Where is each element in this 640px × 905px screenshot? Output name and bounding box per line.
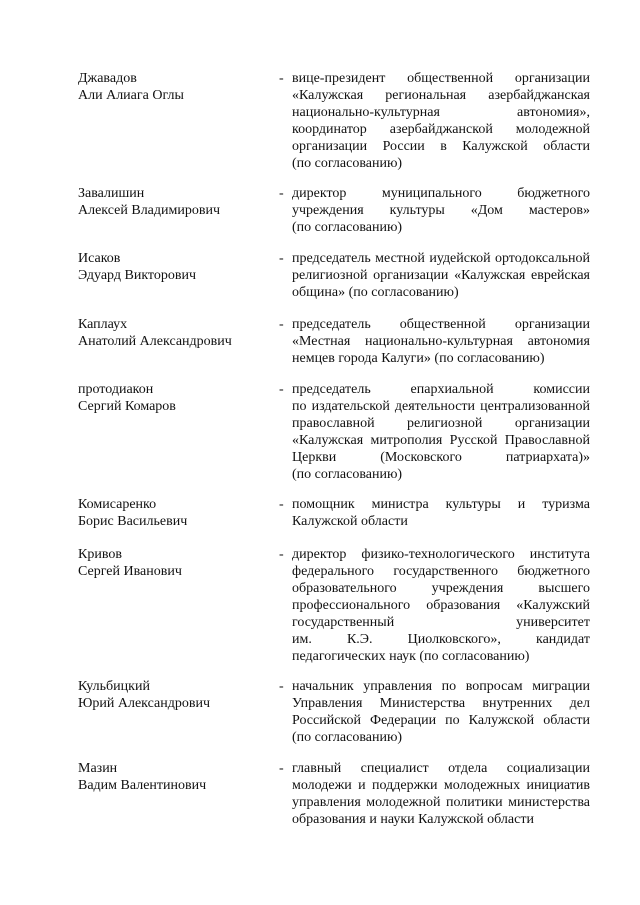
member-role — [292, 496, 590, 530]
role-line: федерального государственного бюджетного — [292, 564, 590, 579]
role-line: образовательного учреждения высшего — [292, 581, 590, 596]
role-line: помощник министра культуры и туризма — [292, 497, 590, 512]
member-role — [292, 381, 590, 483]
role-line: Российской Федерации по Калужской области — [292, 713, 590, 728]
member-surname: Мазин — [78, 761, 118, 776]
member-given-names: Алексей Владимирович — [78, 203, 221, 218]
member-name — [78, 760, 268, 794]
entry-dash: - — [279, 382, 284, 397]
member-given-names: Борис Васильевич — [78, 514, 188, 529]
member-given-names: Юрий Александрович — [78, 696, 210, 711]
role-line: Управления Министерства внутренних дел — [292, 696, 590, 711]
member-role — [292, 185, 590, 236]
role-line: молодежи и поддержки молодежных инициатив — [292, 778, 590, 793]
role-line: (по согласованию) — [292, 220, 403, 235]
role-line: организации России в Калужской области — [292, 139, 590, 154]
role-line: директор физико-технологического института — [292, 547, 590, 562]
role-line: (по согласованию) — [292, 467, 403, 482]
entry-dash: - — [279, 186, 284, 201]
role-line: педагогических наук (по согласованию) — [292, 649, 530, 664]
role-line: «Калужская региональная азербайджанская — [292, 88, 590, 103]
member-role — [292, 678, 590, 746]
member-given-names: Вадим Валентинович — [78, 778, 207, 793]
member-surname: Джавадов — [78, 71, 137, 86]
member-name — [78, 250, 268, 284]
member-name — [78, 316, 268, 350]
entry-dash: - — [279, 547, 284, 562]
member-given-names: Эдуард Викторович — [78, 268, 197, 283]
entry-dash: - — [279, 679, 284, 694]
role-line: управления молодежной политики министерства — [292, 795, 590, 810]
member-name — [78, 546, 268, 580]
member-role — [292, 70, 590, 172]
role-line: главный специалист отдела социализации — [292, 761, 590, 776]
role-line: учреждения культуры «Дом мастеров» — [292, 203, 590, 218]
role-line: «Местная национально-культурная автономия — [292, 334, 590, 349]
member-given-names: Сергий Комаров — [78, 399, 176, 414]
role-line: председатель местной иудейской ортодоксальной — [292, 251, 590, 266]
role-line: председатель епархиальной комиссии — [292, 382, 590, 397]
entry-dash: - — [279, 251, 284, 266]
member-role — [292, 546, 590, 665]
role-line: община» (по согласованию) — [292, 285, 459, 300]
member-surname: Кульбицкий — [78, 679, 150, 694]
role-line: профессионального образования «Калужский — [292, 598, 590, 613]
role-line: религиозной организации «Калужская еврейская — [292, 268, 590, 283]
member-surname: Каплаух — [78, 317, 128, 332]
role-line: директор муниципального бюджетного — [292, 186, 590, 201]
entry-dash: - — [279, 497, 284, 512]
role-line: (по согласованию) — [292, 156, 403, 171]
role-line: национально-культурная автономия», — [292, 105, 590, 120]
member-surname: Кривов — [78, 547, 122, 562]
member-given-names: Али Алиага Оглы — [78, 88, 184, 103]
member-given-names: Анатолий Александрович — [78, 334, 232, 349]
role-line: вице-президент общественной организации — [292, 71, 590, 86]
role-line: государственный университет — [292, 615, 590, 630]
member-role — [292, 316, 590, 367]
role-line: немцев города Калуги» (по согласованию) — [292, 351, 545, 366]
member-name — [78, 496, 268, 530]
role-line: по издательской деятельности централизованной — [292, 399, 590, 414]
role-line: им. К.Э. Циолковского», кандидат — [292, 632, 590, 647]
member-title: протодиакон — [78, 382, 154, 397]
role-line: православной религиозной организации — [292, 416, 590, 431]
role-line: Церкви (Московского патриархата)» — [292, 450, 590, 465]
role-line: (по согласованию) — [292, 730, 403, 745]
role-line: председатель общественной организации — [292, 317, 590, 332]
role-line: «Калужская митрополия Русской Православной — [292, 433, 590, 448]
role-line: образования и науки Калужской области — [292, 812, 534, 827]
member-name — [78, 185, 268, 219]
member-surname: Завалишин — [78, 186, 145, 201]
member-surname: Комисаренко — [78, 497, 157, 512]
member-given-names: Сергей Иванович — [78, 564, 182, 579]
role-line: координатор азербайджанской молодежной — [292, 122, 590, 137]
member-name — [78, 70, 268, 104]
entry-dash: - — [279, 71, 284, 86]
member-role — [292, 250, 590, 301]
role-line: начальник управления по вопросам миграции — [292, 679, 590, 694]
role-line: Калужской области — [292, 514, 408, 529]
entry-dash: - — [279, 761, 284, 776]
member-name — [78, 381, 268, 415]
member-name — [78, 678, 268, 712]
member-surname: Исаков — [78, 251, 121, 266]
member-role — [292, 760, 590, 828]
entry-dash: - — [279, 317, 284, 332]
